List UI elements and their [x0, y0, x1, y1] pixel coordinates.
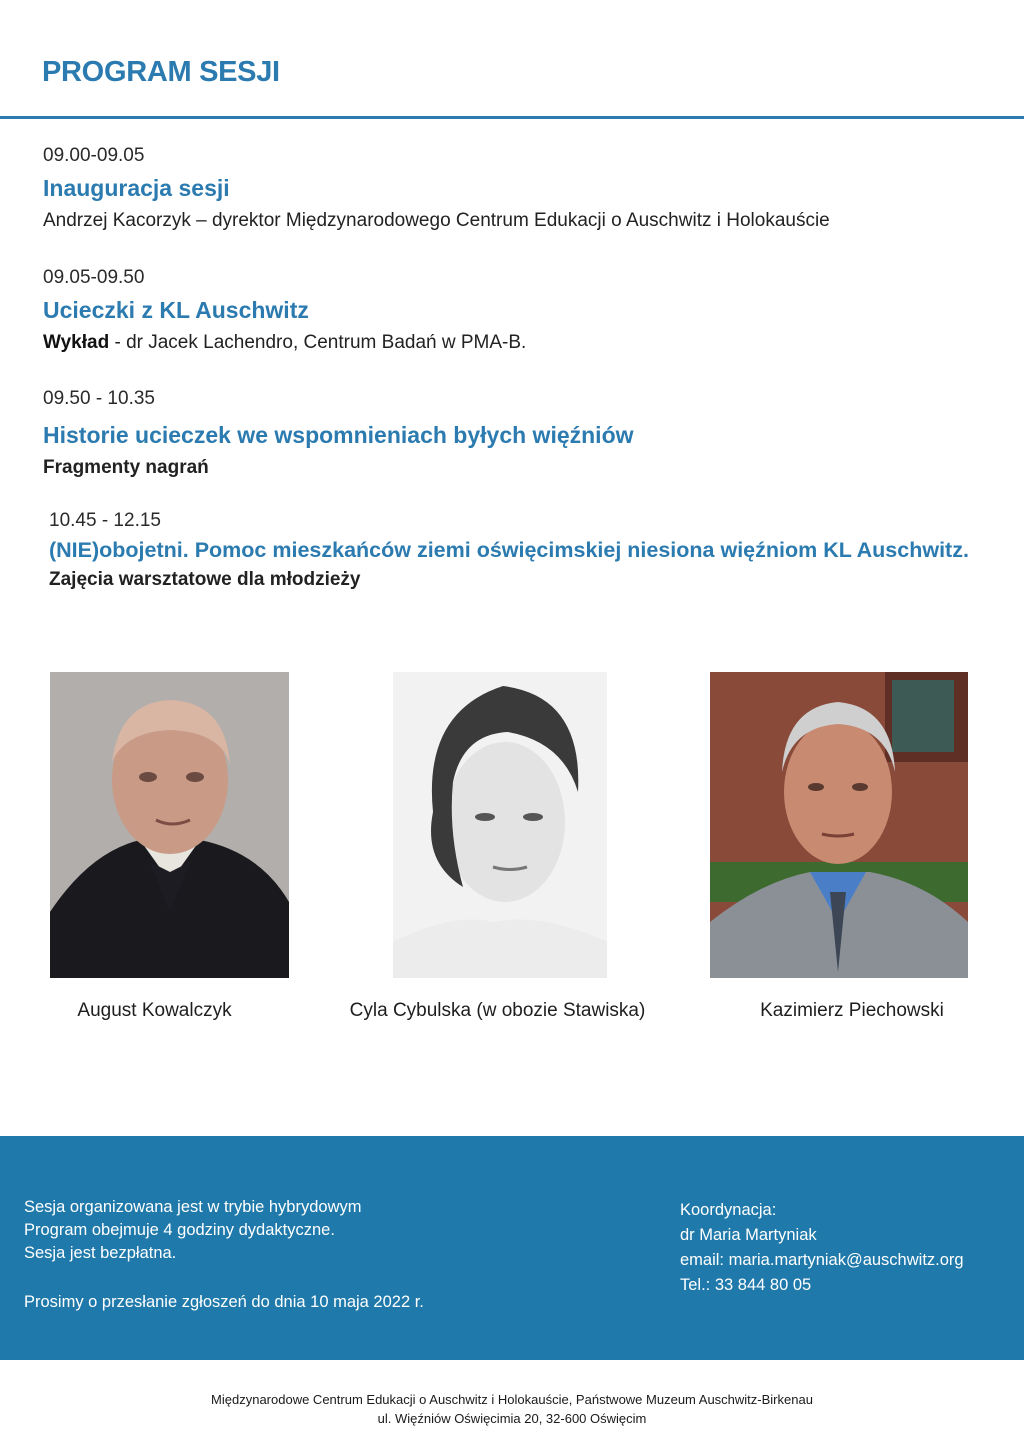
schedule-item-3	[43, 388, 634, 479]
schedule-title: Inauguracja sesji	[43, 175, 230, 201]
schedule-description: Zajęcia warsztatowe dla młodzieży	[49, 569, 361, 590]
address-line-2: ul. Więźniów Oświęcimia 20, 32-600 Oświęcim	[377, 1411, 647, 1426]
address-line-1: Międzynarodowe Centrum Edukacji o Auschwitz i Holokauście, Państwowe Muzeum Auschwitz-Birkenau	[211, 1392, 813, 1407]
coordinator-name: dr Maria Martyniak	[680, 1226, 817, 1244]
schedule-item-1	[43, 145, 830, 232]
portrait-kazimierz-piechowski	[710, 672, 968, 978]
coordinator-email[interactable]: email: maria.martyniak@auschwitz.org	[680, 1251, 964, 1269]
caption-cyla-cybulska: Cyla Cybulska (w obozie Stawiska)	[349, 1000, 646, 1021]
session-info-line: Program obejmuje 4 godziny dydaktyczne.	[24, 1221, 335, 1239]
lecture-label: Wykład	[43, 332, 110, 353]
caption-august-kowalczyk: August Kowalczyk	[77, 1000, 232, 1021]
session-info-line: Sesja organizowana jest w trybie hybrydowym	[24, 1198, 362, 1216]
lecture-details: - dr Jacek Lachendro, Centrum Badań w PMA-B.	[109, 332, 527, 353]
schedule-time: 09.05-09.50	[43, 267, 145, 288]
coordination-label: Koordynacja:	[680, 1201, 777, 1219]
coordination-info	[680, 1198, 964, 1298]
schedule-description: Andrzej Kacorzyk – dyrektor Międzynarodowego Centrum Edukacji o Auschwitz i Holokauście	[43, 210, 830, 231]
schedule-title: Ucieczki z KL Auschwitz	[43, 297, 309, 323]
session-info-line: Sesja jest bezpłatna.	[24, 1244, 177, 1262]
page-title: PROGRAM SESJI	[42, 56, 280, 88]
registration-deadline: Prosimy o przesłanie zgłoszeń do dnia 10 maja 2022 r.	[24, 1293, 424, 1311]
session-info	[24, 1196, 424, 1314]
schedule-time: 09.50 - 10.35	[43, 388, 155, 409]
header-divider	[0, 116, 1024, 119]
schedule-description: Fragmenty nagrań	[43, 457, 209, 478]
schedule-item-2	[43, 267, 526, 354]
portrait-august-kowalczyk	[50, 672, 289, 978]
info-footer-band	[0, 1136, 1024, 1360]
caption-kazimierz-piechowski: Kazimierz Piechowski	[760, 1000, 944, 1021]
schedule-title: (NIE)obojetni. Pomoc mieszkańców ziemi oświęcimskiej niesiona więźniom KL Auschwitz.	[49, 538, 969, 562]
portrait-cyla-cybulska	[393, 672, 607, 978]
schedule-item-4	[49, 510, 969, 591]
schedule-time: 10.45 - 12.15	[49, 510, 161, 531]
institution-address	[0, 1390, 1024, 1428]
schedule-time: 09.00-09.05	[43, 145, 145, 166]
schedule-title: Historie ucieczek we wspomnieniach byłych więźniów	[43, 422, 634, 448]
schedule-description	[43, 332, 526, 354]
coordinator-phone: Tel.: 33 844 80 05	[680, 1276, 812, 1294]
